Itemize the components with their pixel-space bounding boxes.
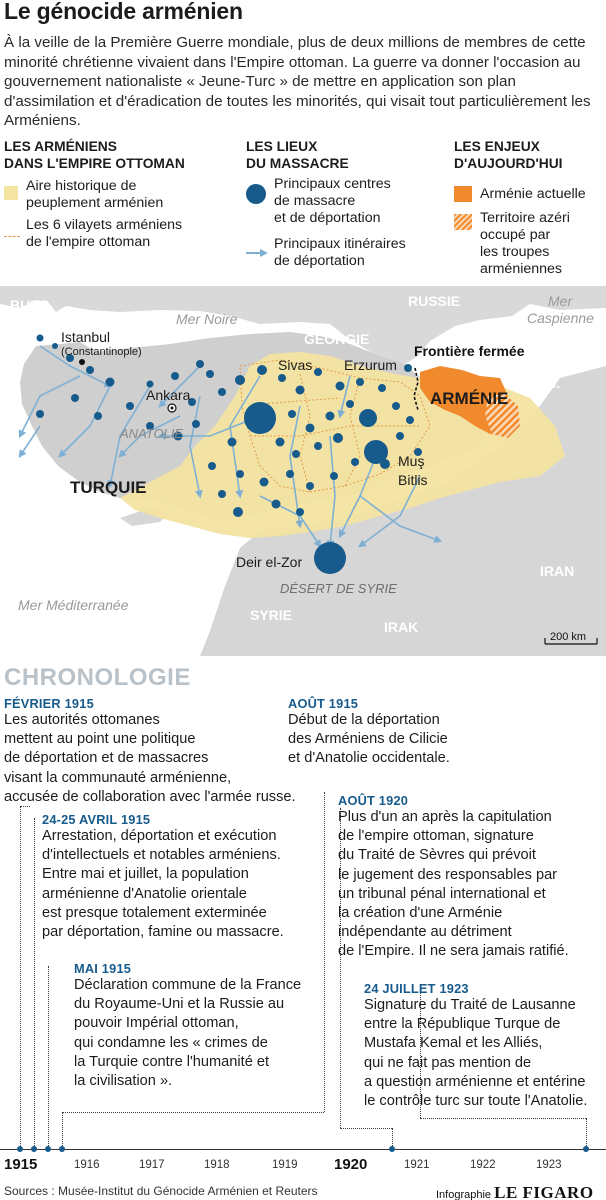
center-dot	[218, 490, 226, 498]
label-mer-noire: Mer Noire	[176, 311, 238, 327]
center-dot	[288, 410, 296, 418]
event-marker-feb1915	[17, 1146, 23, 1152]
credit-prefix: Infographie	[436, 1189, 492, 1200]
event-date: 24-25 AVRIL 1915	[42, 812, 151, 827]
event-line: Déclaration commune de la France	[74, 977, 302, 993]
center-dot	[351, 458, 359, 466]
scale-label: 200 km	[550, 631, 587, 643]
timeline-axis	[0, 1149, 606, 1150]
center-dot	[52, 343, 58, 349]
connector-feb1915	[20, 806, 21, 1146]
legend-heading: LES ENJEUX	[454, 139, 540, 154]
genocide-map	[0, 286, 606, 656]
route-arrow-icon	[246, 248, 268, 258]
event-line: indépendante au détriment	[338, 924, 512, 941]
legend-label: arméniennes	[480, 261, 563, 277]
legend-label: Aire historique de	[26, 178, 137, 194]
event-line: du Traité de Sèvres qui prévoit	[338, 847, 536, 864]
legend-label: de massacre	[274, 193, 356, 209]
event-text	[288, 711, 450, 769]
center-dot	[356, 378, 364, 386]
istanbul-marker	[79, 359, 85, 365]
event-line: de déportation et de massacres	[4, 750, 209, 767]
ankara-marker-center	[171, 407, 174, 410]
event-date: AOÛT 1915	[288, 696, 359, 711]
event-line: arménienne d'Anatolie orientale	[42, 885, 247, 902]
label-caspienne2: Caspienne	[527, 310, 594, 326]
legend-label: les troupes	[480, 244, 550, 260]
center-medium	[359, 409, 377, 427]
center-dot	[71, 394, 79, 402]
label-mus: Muş	[398, 453, 425, 469]
label-desert: DÉSERT DE SYRIE	[280, 581, 397, 596]
center-dot	[126, 402, 134, 410]
armenia-swatch	[454, 186, 472, 202]
event-line: la civilisation ».	[74, 1073, 173, 1090]
label-bitlis: Bitlis	[398, 472, 428, 488]
event-line: de l'Empire. Il ne sera jamais ratifié.	[338, 943, 569, 960]
label-deir: Deir el-Zor	[236, 554, 303, 570]
legend-massacre	[246, 138, 446, 269]
label-istanbul: Istanbul	[61, 329, 111, 345]
center-dot	[218, 388, 226, 396]
label-anatolie: ANATOLIE	[120, 426, 184, 441]
event-line: le contrôle turc sur toute l'Anatolie.	[364, 1093, 588, 1110]
center-dot	[86, 366, 94, 374]
label-ankara: Ankara	[146, 387, 191, 403]
center-dot	[404, 364, 412, 372]
year-label: 1916	[74, 1159, 100, 1171]
label-iran: IRAN	[540, 563, 575, 579]
center-dot	[192, 420, 200, 428]
center-dot	[208, 462, 216, 470]
center-dot	[272, 500, 281, 509]
center-dot	[260, 478, 269, 487]
label-syrie2: SYRIE	[147, 631, 190, 647]
center-dot	[233, 507, 243, 517]
chronologie-title: CHRONOLOGIE	[4, 664, 191, 691]
event-line: Arrestation, déportation et exécution	[42, 828, 277, 844]
connector-aug1915-stub	[62, 1112, 63, 1146]
center-dot	[236, 470, 244, 478]
label-syrie1: SYRIE	[250, 607, 293, 623]
legend-heading: LES LIEUX	[246, 139, 318, 154]
event-date: FÉVRIER 1915	[4, 696, 94, 711]
label-armenie: ARMÉNIE	[430, 389, 509, 408]
legend-label: de l'empire ottoman	[26, 234, 151, 250]
label-turquie: TURQUIE	[70, 478, 147, 497]
event-text	[338, 808, 569, 962]
connector-jul1923-stub	[586, 1118, 587, 1146]
label-azerb: AZERB.	[508, 375, 561, 391]
event-line: de l'empire ottoman, signature	[338, 828, 534, 845]
center-dot	[306, 424, 315, 433]
center-dot	[296, 508, 304, 516]
event-marker-aug1920	[389, 1146, 395, 1152]
legend-label: occupé par	[480, 227, 551, 243]
center-deir	[314, 542, 346, 574]
center-dot	[296, 386, 305, 395]
event-line: pouvoir Impérial ottoman,	[74, 1015, 239, 1032]
connector-aug1915	[324, 792, 325, 1112]
center-dot	[392, 402, 400, 410]
legend-label: Principaux centres	[274, 176, 391, 192]
event-line: par déportation, famine ou massacre.	[42, 924, 284, 941]
legend-heading: LES ARMÉNIENS	[4, 139, 117, 154]
center-dot	[235, 375, 245, 385]
event-line: Les autorités ottomanes	[4, 712, 160, 728]
label-mediterranee: Mer Méditerranée	[18, 597, 129, 613]
year-label: 1922	[470, 1159, 496, 1171]
massacre-center-swatch	[246, 184, 266, 204]
connector-apr1915	[34, 818, 35, 1146]
legend-heading: DU MASSACRE	[246, 156, 349, 171]
center-dot	[278, 374, 286, 382]
label-erzurum: Erzurum	[344, 357, 397, 373]
sources: Sources : Musée-Institut du Génocide Arménien et Reuters	[4, 1184, 318, 1198]
event-line: est presque totalement exterminée	[42, 904, 267, 921]
center-dot	[292, 450, 300, 458]
label-bulg: BULG.	[10, 297, 54, 313]
event-line: d'intellectuels et notables arméniens.	[42, 847, 281, 864]
event-date: AOÛT 1920	[338, 793, 409, 808]
event-marker-apr1915	[31, 1146, 37, 1152]
legend-label: de déportation	[274, 253, 365, 269]
label-liban: LIBAN	[165, 593, 208, 609]
center-large	[244, 402, 276, 434]
connector-aug1920-h	[340, 1128, 392, 1129]
event-line: visant la communauté arménienne,	[4, 769, 232, 786]
event-marker-aug1915	[59, 1146, 65, 1152]
year-label: 1915	[4, 1156, 38, 1173]
event-marker-jul1923	[583, 1146, 589, 1152]
center-dot	[396, 432, 404, 440]
label-caspienne1: Mer	[548, 293, 573, 309]
year-label: 1919	[272, 1159, 298, 1171]
label-sivas: Sivas	[278, 357, 313, 373]
center-dot	[314, 368, 322, 376]
center-dot	[330, 472, 338, 480]
center-dot	[378, 384, 386, 392]
page-title: Le génocide arménien	[4, 0, 243, 24]
year-label: 1918	[204, 1159, 230, 1171]
connector-aug1920-stub	[392, 1128, 393, 1146]
legend-heading: DANS L'EMPIRE OTTOMAN	[4, 156, 185, 171]
year-label: 1920	[334, 1156, 368, 1173]
event-date: 24 JUILLET 1923	[364, 981, 469, 996]
armenian-area-swatch	[4, 186, 18, 200]
center-dot	[37, 335, 44, 342]
occupied-territory-swatch	[454, 214, 472, 230]
event-line: un tribunal pénal international et	[338, 885, 546, 902]
event-line: a question arménienne et entérine	[364, 1073, 586, 1090]
center-dot	[336, 382, 345, 391]
event-line: la Turquie contre l'humanité et	[74, 1053, 270, 1070]
intro-text: À la veille de la Première Guerre mondiale, plus de deux millions de membres de cette minorité chrétienne vivaient dans l'Empire ottoman. La guerre va donner l'occasion au gouvernement nationaliste « Jeune-Turc » de mettre en application son plan d'assimilation et d'éradication de toutes les minorités, qui visait tout particulièrement les Arméniens.	[4, 34, 591, 129]
label-russie: RUSSIE	[408, 293, 461, 309]
event-line: la création d'une Arménie	[338, 905, 503, 922]
legend-label: et de déportation	[274, 210, 381, 226]
credit-brand-logo: LE FIGARO	[494, 1183, 594, 1200]
center-dot	[257, 365, 267, 375]
event-line: Signature du Traité de Lausanne	[364, 997, 576, 1013]
connector-jul1923-h	[420, 1118, 586, 1119]
event-line: le jugement des responsables par	[338, 866, 558, 883]
legend-label: peuplement arménien	[26, 195, 164, 211]
legend-armeniens	[4, 138, 244, 250]
label-irak: IRAK	[384, 619, 419, 635]
center-dot	[346, 400, 354, 408]
event-line: mettent au point une politique	[4, 731, 196, 748]
center-dot	[228, 438, 237, 447]
center-dot	[206, 370, 214, 378]
event-line: entre la République Turque de	[364, 1016, 561, 1033]
event-line: du Royaume-Uni et la Russie au	[74, 996, 285, 1013]
event-line: Entre mai et juillet, la population	[42, 866, 249, 883]
center-dot	[314, 442, 322, 450]
center-dot	[306, 482, 314, 490]
event-line: accusée de collaboration avec l'armée russe.	[4, 788, 296, 805]
center-dot	[380, 459, 390, 469]
center-dot	[196, 360, 204, 368]
event-text	[74, 976, 301, 1091]
event-line: Plus d'un an après la capitulation	[338, 809, 552, 825]
event-text	[364, 996, 587, 1111]
event-line: qui ne fait pas mention de	[364, 1054, 532, 1071]
connector-aug1915-h	[62, 1112, 324, 1113]
label-georgie: GÉORGIE	[304, 331, 370, 347]
event-line: et d'Anatolie occidentale.	[288, 750, 450, 767]
label-chypre: CHYPRE	[78, 539, 137, 555]
year-label: 1921	[404, 1159, 430, 1171]
legend-label: Arménie actuelle	[480, 186, 586, 202]
event-text	[42, 827, 284, 942]
center-dot	[36, 410, 44, 418]
legend-heading: D'AUJOURD'HUI	[454, 156, 563, 171]
center-dot	[171, 372, 179, 380]
center-dot	[326, 412, 335, 421]
legend-label: Territoire azéri	[480, 210, 570, 226]
event-line: qui condamne les « crimes de	[74, 1034, 268, 1051]
event-line: Mustafa Kemal et les Alliés,	[364, 1035, 543, 1052]
event-line: des Arméniens de Cilicie	[288, 731, 448, 748]
center-dot	[106, 378, 115, 387]
credit	[436, 1183, 594, 1200]
event-text	[4, 711, 296, 807]
label-frontiere: Frontière fermée	[414, 343, 525, 359]
event-marker-may1915	[45, 1146, 51, 1152]
connector-may1915	[48, 966, 49, 1146]
label-constantinople: (Constantinople)	[61, 346, 142, 358]
legend-label: Principaux itinéraires	[274, 236, 406, 252]
center-dot	[333, 433, 343, 443]
center-dot	[94, 412, 102, 420]
center-dot	[406, 416, 414, 424]
year-label: 1923	[536, 1159, 562, 1171]
legend-enjeux	[454, 138, 606, 277]
center-dot	[286, 470, 294, 478]
year-label: 1917	[139, 1159, 165, 1171]
event-date: MAI 1915	[74, 961, 132, 976]
legend-label: Les 6 vilayets arméniens	[26, 217, 183, 233]
vilayet-border-swatch	[4, 236, 20, 237]
event-line: Début de la déportation	[288, 712, 440, 728]
center-dot	[276, 438, 285, 447]
